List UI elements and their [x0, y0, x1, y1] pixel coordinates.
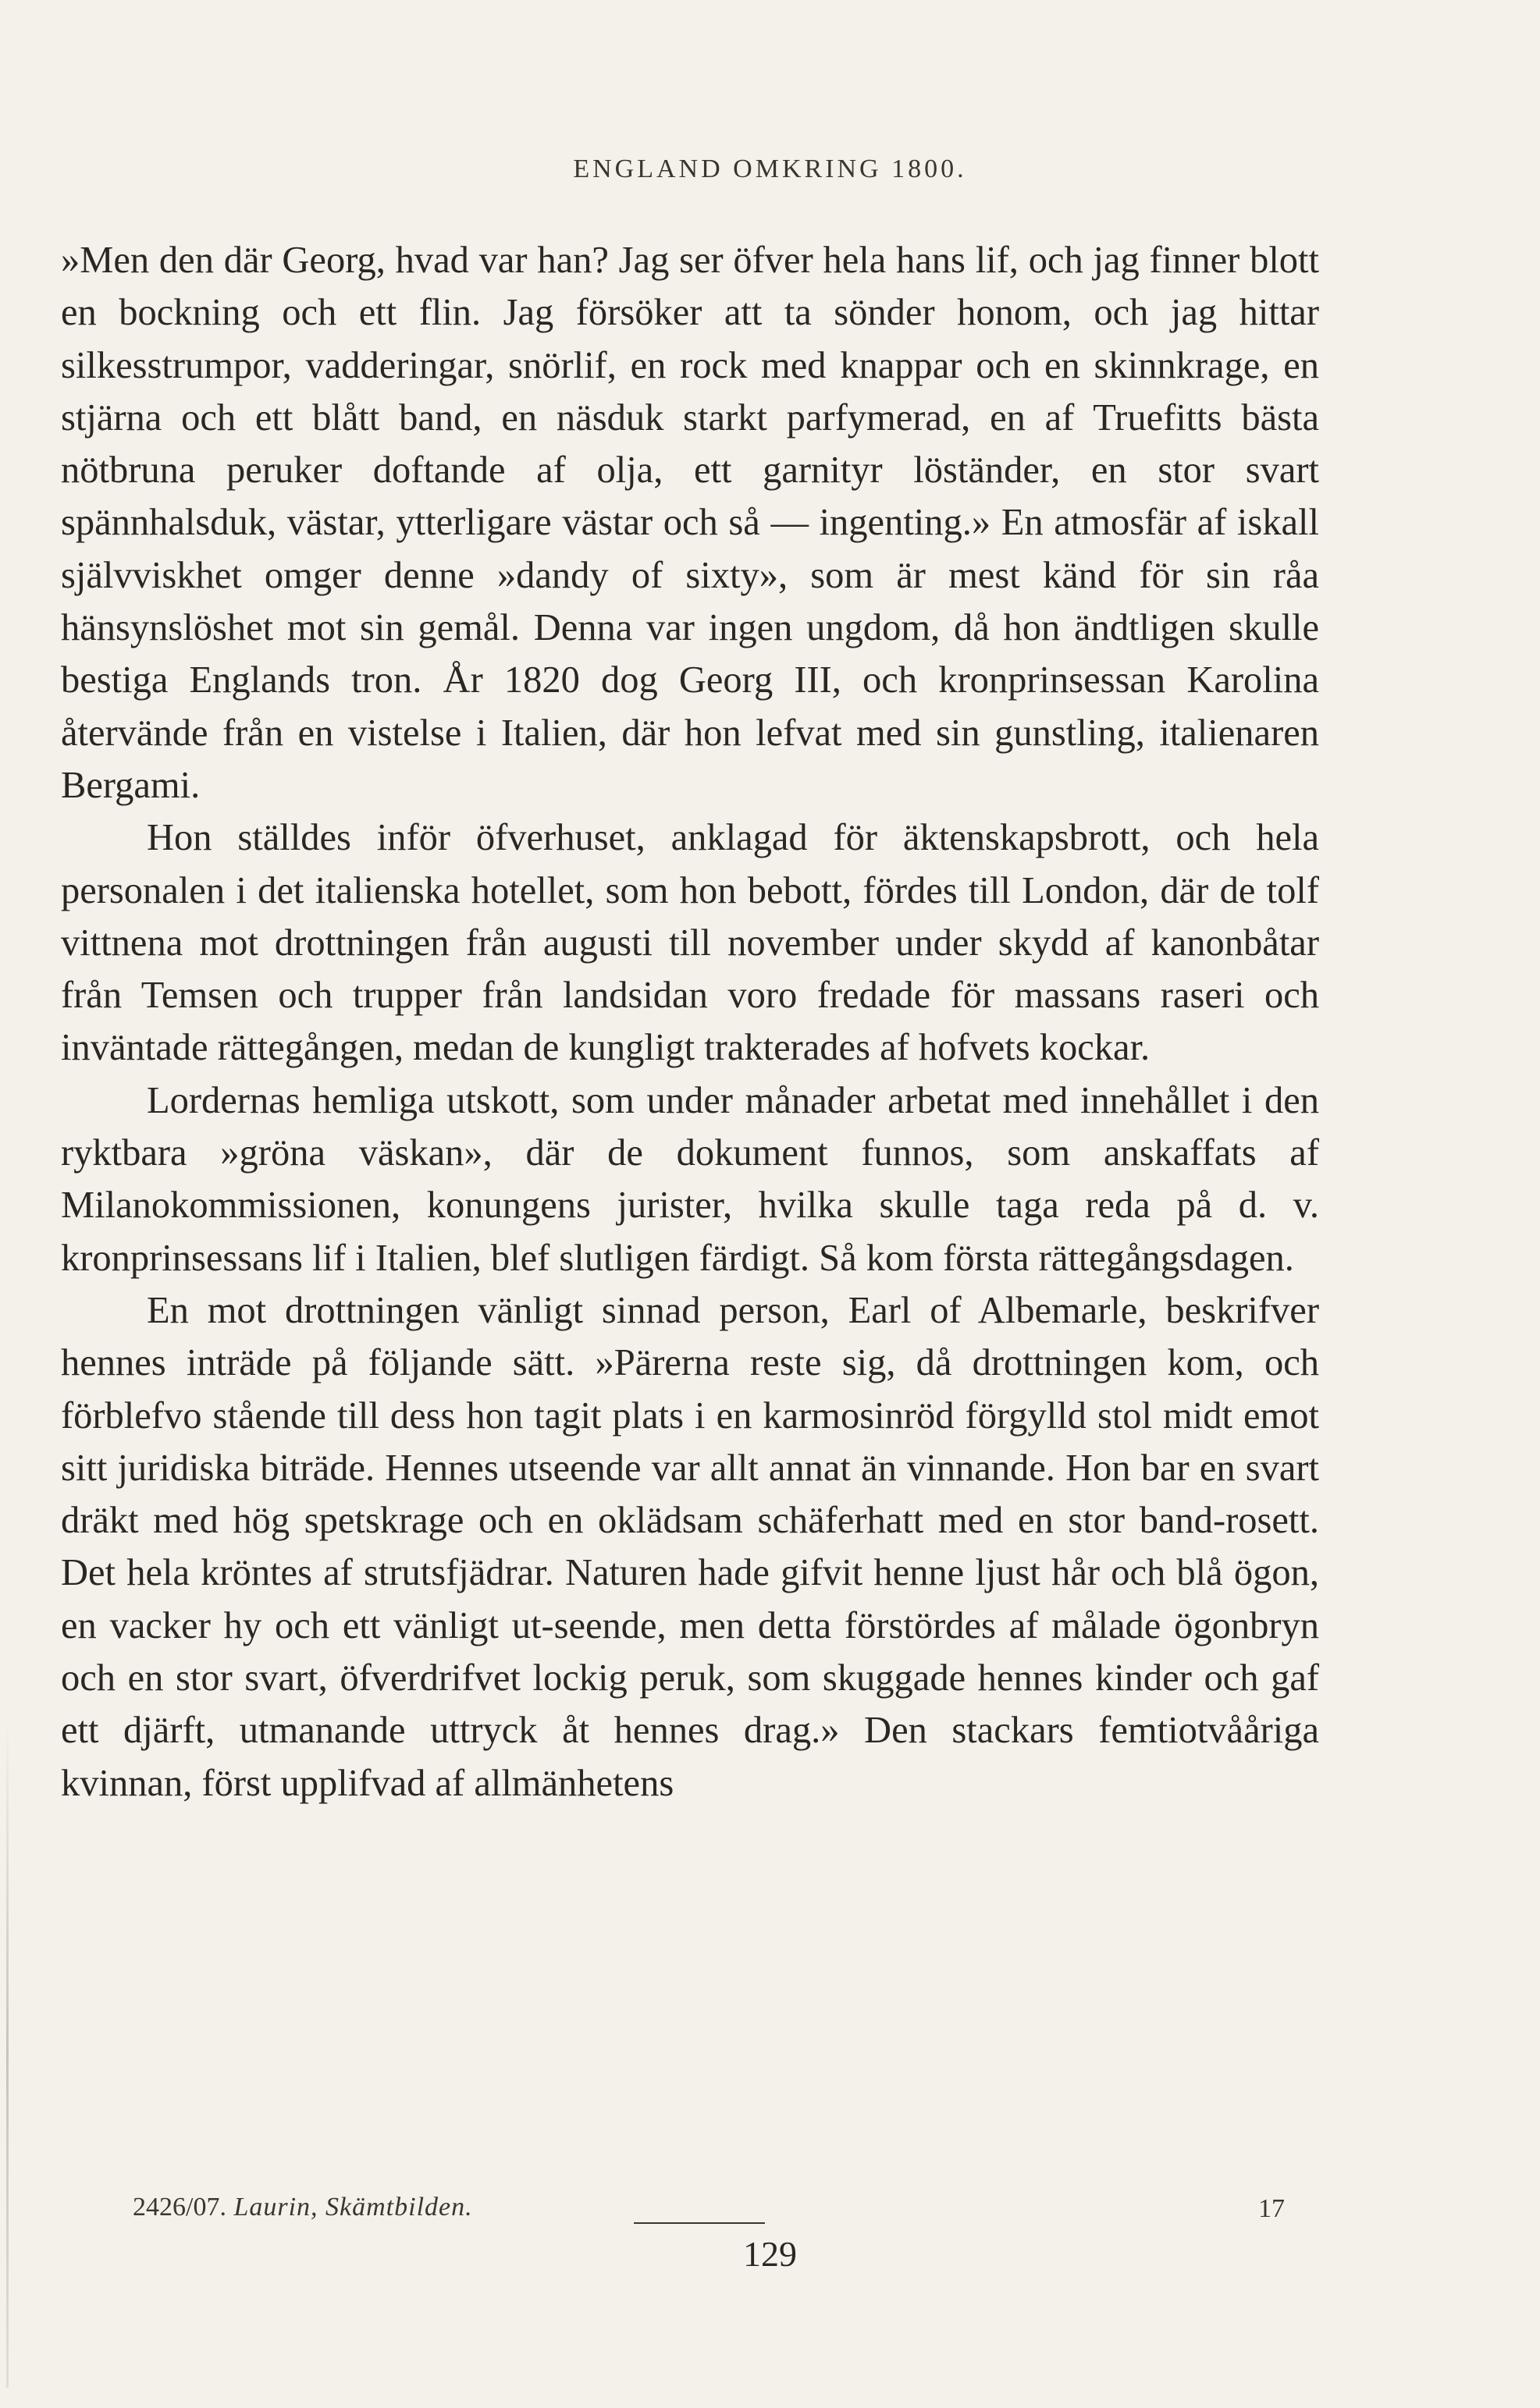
- signature-line: [133, 2193, 473, 2222]
- paragraph: Hon ställdes inför öfverhuset, anklagad för äktenskapsbrott, och hela personalen i det italienska hotellet, som hon bebott, fördes till London, där de tolf vittnena mot drottningen från augusti till november under skydd af kanonbåtar från Temsen och trupper från landsidan voro fredade för massans raseri och inväntade rättegången, medan de kungligt trakterades af hofvets kockar.: [61, 817, 1319, 1069]
- binding-shadow: [6, 1717, 9, 2388]
- signature-code: 2426/07.: [133, 2193, 226, 2222]
- paragraph: En mot drottningen vänligt sinnad person, Earl of Albemarle, beskrifver hennes inträde på följande sätt. »Pärerna reste sig, då drottningen kom, och förblefvo stående till dess hon tagit plats i en karmosinröd förgylld stol midt emot sitt juridiska biträde. Hennes utseende var allt annat än vinnande. Hon bar en svart dräkt med hög spetskrage och en oklädsam schäferhatt med en stor band-rosett. Det hela kröntes af strutsfjädrar. Naturen hade gifvit henne ljust hår och blå ögon, en vacker hy och ett vänligt ut-seende, men detta förstördes af målade ögonbryn och en stor svart, öfverdrifvet lockig peruk, som skuggade hennes kinder och gaf ett djärft, utmanande uttryck åt hennes drag.» Den stackars femtiotvååriga kvinnan, först upplifvad af allmänhetens: [61, 1289, 1319, 1804]
- paragraph: »Men den där Georg, hvad var han? Jag ser öfver hela hans lif, och jag finner blott en bockning och ett flin. Jag försöker att ta sönder honom, och jag hittar silkesstrumpor, vadderingar, snörlif, en rock med knappar och en skinnkrage, en stjärna och ett blått band, en näsduk starkt parfymerad, en af Truefitts bästa nötbruna peruker doftande af olja, ett garnityr löständer, en stor svart spännhalsduk, västar, ytterligare västar och så — ingenting.» En atmosfär af iskall självviskhet omger denne »dandy of sixty», som är mest känd för sin råa hänsynslöshet mot sin gemål. Denna var ingen ungdom, då hon ändtligen skulle bestiga Englands tron. År 1820 dog Georg III, och kronprinsessan Karolina återvände från en vistelse i Italien, där hon lefvat med sin gunstling, italienaren Bergami.: [61, 240, 1319, 806]
- signature-rule: [634, 2222, 765, 2224]
- signature-text: Laurin, Skämtbilden.: [233, 2193, 473, 2222]
- paragraph: Lordernas hemliga utskott, som under månader arbetat med innehållet i den ryktbara »gröna väskan», där de dokument funnos, som anskaffats af Milanokommissionen, konungens jurister, hvilka skulle taga reda på d. v. kronprinsessans lif i Italien, blef slutligen färdigt. Så kom första rättegångsdagen.: [61, 1079, 1319, 1279]
- printer-signature: [0, 2193, 1540, 2232]
- body-text: [61, 234, 1319, 1810]
- page-number: 129: [743, 2234, 797, 2274]
- sheet-number: 17: [1258, 2194, 1285, 2223]
- running-head: ENGLAND OMKRING 1800.: [573, 154, 967, 183]
